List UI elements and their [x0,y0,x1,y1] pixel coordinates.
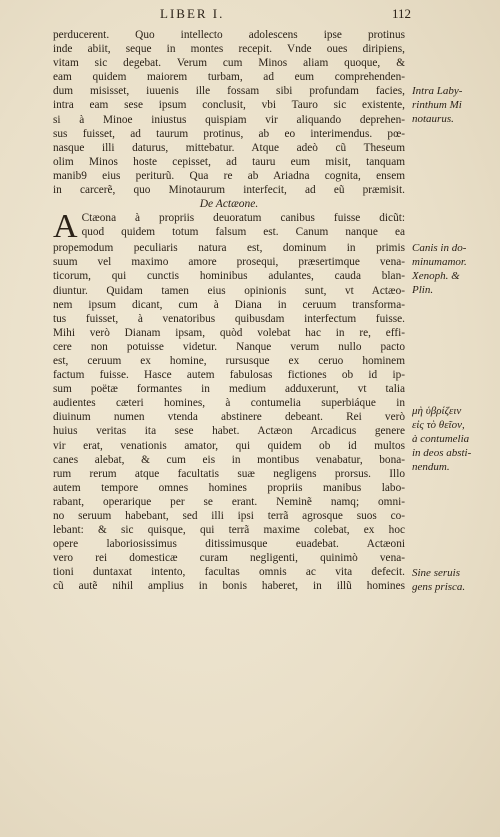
text-line: Mihi verò Dianam ipsam, quòd volebat hac in re, effi- [53,326,405,339]
margin-note-line: Xenoph. & [412,270,460,282]
text-line: intra eam sese ipsum conclusit, vbi Tauro sic existente, [53,99,405,112]
margin-note-line: à contumelia [412,433,470,445]
page-number: 112 [392,6,412,21]
text-line: suum vel maximo amore prosequi, præsertimque vena- [53,256,405,269]
text-line: quod quidem totum falsum est. Canum nanque ea [81,226,405,239]
main-text-block [53,28,405,594]
text-line: in carcerẽ, quo Minotaurum interfecit, ad eũ præmisit. [53,184,405,197]
margin-note-line: rinthum Mi [412,99,462,111]
running-title: LIBER I. [160,6,225,21]
text-line: lebant: & sic quisque, qui terrã maxime colebat, ex hoc [53,524,405,537]
text-line: ticorum, qui cunctis hominibus adulantes, cauda blan- [53,270,405,283]
paragraph-minotaur [53,28,405,197]
text-line: manib9 eius periturũ. Qua re ab Ariadna cognita, ensem [53,169,405,182]
margin-note-line: εἰς τὸ θεῖον, [412,419,465,431]
text-line: diuntur. Quidam tamen eius opinionis sunt, vt Actæo- [53,284,405,297]
text-line: nem ipsum dicant, cum à Diana in ceruum transforma- [53,298,405,311]
margin-note-line: gens prisca. [412,581,466,593]
text-line: vitam sic degebat. Verum cum Minos aliam quoque, & [53,57,405,70]
text-line: tioni duntaxat intento, facultas omnis ac vita defecit. [53,566,405,579]
margin-note-line: nendum. [412,461,450,473]
margin-note-line: minumamor. [412,256,467,268]
text-line: sum poëtæ formantes in medium adduxerunt, vt talia [53,383,405,396]
text-line: cũ autẽ nihil amplius in bonis haberet, in illũ homines [53,580,405,593]
margin-note-line: Canis in do- [412,242,467,254]
text-line: est, ceruum ex homine, rursusque ex ceruo hominem [53,354,405,367]
paragraph-actaeon [53,208,405,593]
text-line: tus fuisset, à venatoribus quibusdam interfectum fuisse. [53,312,405,325]
text-line: nasque illi daturus, mittebatur. Atque adeò cũ Theseum [53,141,405,154]
text-line: Ctæona à propriis deuoratum canibus fuisse dicũt: [81,212,405,225]
text-line: sus fuisset, ad taurum protinus, ab eo interimendus. pœ- [53,127,405,140]
text-line: inde abiit, seque in montes recepit. Vnde oues diripiens, [53,43,405,56]
text-line: si à Minoe iniustus quispiam vir aliquando deprehen- [53,113,405,126]
text-line: vero rei domesticæ curam negligenti, quinimò vena- [53,552,405,565]
margin-note-line: Intra Laby- [412,85,463,97]
margin-note-canis [412,241,496,297]
text-line: olim Minos hoste cepisset, ad tauru eum misit, tanquam [53,155,405,168]
text-line: canes alebat, & cum eis in montibus venabatur, bona- [53,453,405,466]
margin-note-sine-seruis [412,566,496,594]
text-line: rum rerum atque facultatis suæ negligens prorsus. Illo [53,467,405,480]
text-line: autem tempore omnes homines propriis manibus labo- [53,481,405,494]
text-line: opere laboriosissimus ditissimusque euadebat. Actæoni [53,538,405,551]
margin-note-greek [412,404,496,474]
text-line: vir erat, venationis amator, qui quidem ob id multos [53,439,405,452]
text-line: eam quidem maiorem turbam, ad eum comprehenden- [53,71,405,84]
text-line: audientes cæteri homines, à contumelia superbiáque in [53,397,405,410]
margin-note-line: in deos absti- [412,447,472,459]
text-line: rabant, operarique per se erant. Neminẽ namq; omni- [53,495,405,508]
text-line: dum misisset, iuuenis ille fossam sibi profundam facies, [53,85,405,98]
text-line: factum fuisse. Hasce autem fabulosas fictiones ob id ip- [53,369,405,382]
text-line: diuinum numen vtenda abstinere debeant. Rei verò [53,411,405,424]
text-line: perducerent. Quo intellecto adolescens ipse protinus [53,29,405,41]
text-line: cere non potuisse videtur. Nanque verum nullo pacto [53,340,405,353]
text-line: propemodum peculiaris natura est, dominum in primis [53,242,405,255]
margin-note-line: Sine seruis [412,567,460,579]
drop-cap-initial: A [53,208,78,246]
margin-note-line: μὴ ὑβρίζειν [412,405,462,417]
margin-note-line: Plin. [412,284,434,296]
section-heading: De Actæone. [199,198,259,211]
margin-note-line: notaurus. [412,113,454,125]
text-line: no seruum habebant, sed illi ipsi terrã agrosque suos co- [53,510,405,522]
text-line: huius veritas ita sese habet. Actæon Arcadicus genere [53,425,405,438]
margin-note-labyrinth [412,84,496,126]
